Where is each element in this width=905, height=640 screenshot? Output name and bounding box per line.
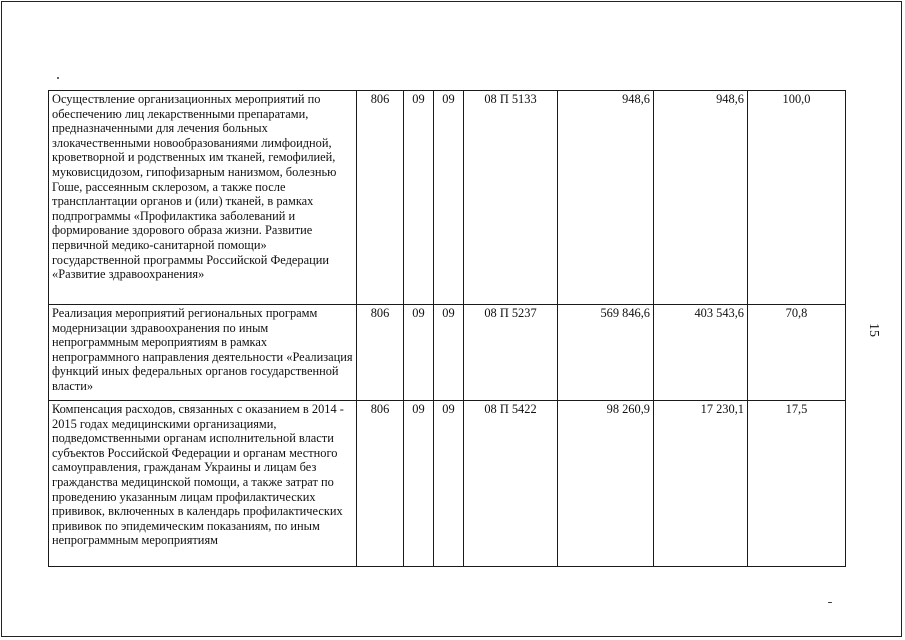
- ministry-code: 806: [357, 91, 404, 305]
- executed-amount: 17 230,1: [654, 401, 748, 567]
- scan-artifact: [57, 77, 59, 79]
- subsection-code: 09: [434, 401, 464, 567]
- section-code: 09: [404, 401, 434, 567]
- planned-amount: 569 846,6: [558, 305, 654, 401]
- row-description: Осуществление организационных мероприятий по обеспечению лиц лекарственными препаратами, предназначенными для лечения больных злокачественными новообразованиями лимфоидной, кроветворной и родственных им тканей, гемофилией, муковисцидозом, гипофизарным нанизмом, болезнью Гоше, рассеянным склерозом, а также после трансплантации органов и (или) тканей, в рамках подпрограммы «Профилактика заболеваний и формирование здорового образа жизни. Развитие первичной медико-санитарной помощи» государственной программы Российской Федерации «Развитие здравоохранения»: [49, 91, 357, 305]
- section-code: 09: [404, 305, 434, 401]
- table-row: [49, 305, 846, 401]
- scan-artifact: [828, 602, 832, 603]
- execution-percent: 70,8: [748, 305, 846, 401]
- row-description: Реализация мероприятий региональных программ модернизации здравоохранения по иным непрограммным мероприятиям в рамках непрограммного направления деятельности «Реализация функций иных федеральных органов государственной власти»: [49, 305, 357, 401]
- executed-amount: 948,6: [654, 91, 748, 305]
- planned-amount: 948,6: [558, 91, 654, 305]
- execution-percent: 100,0: [748, 91, 846, 305]
- subsection-code: 09: [434, 305, 464, 401]
- target-article: 08 П 5422: [464, 401, 558, 567]
- target-article: 08 П 5237: [464, 305, 558, 401]
- table-row: [49, 91, 846, 305]
- planned-amount: 98 260,9: [558, 401, 654, 567]
- page-number: 15: [866, 323, 881, 337]
- ministry-code: 806: [357, 305, 404, 401]
- table-row: [49, 401, 846, 567]
- executed-amount: 403 543,6: [654, 305, 748, 401]
- budget-table: [48, 90, 846, 567]
- section-code: 09: [404, 91, 434, 305]
- execution-percent: 17,5: [748, 401, 846, 567]
- target-article: 08 П 5133: [464, 91, 558, 305]
- row-description: Компенсация расходов, связанных с оказанием в 2014 - 2015 годах медицинскими организациями, подведомственными органам исполнительной власти субъектов Российской Федерации и органам местного самоуправления, гражданам Украины и лицам без гражданства медицинской помощи, а также затрат по проведению указанным лицам профилактических прививок, включенных в календарь профилактических прививок по эпидемическим показаниям, по иным непрограммным мероприятиям: [49, 401, 357, 567]
- ministry-code: 806: [357, 401, 404, 567]
- subsection-code: 09: [434, 91, 464, 305]
